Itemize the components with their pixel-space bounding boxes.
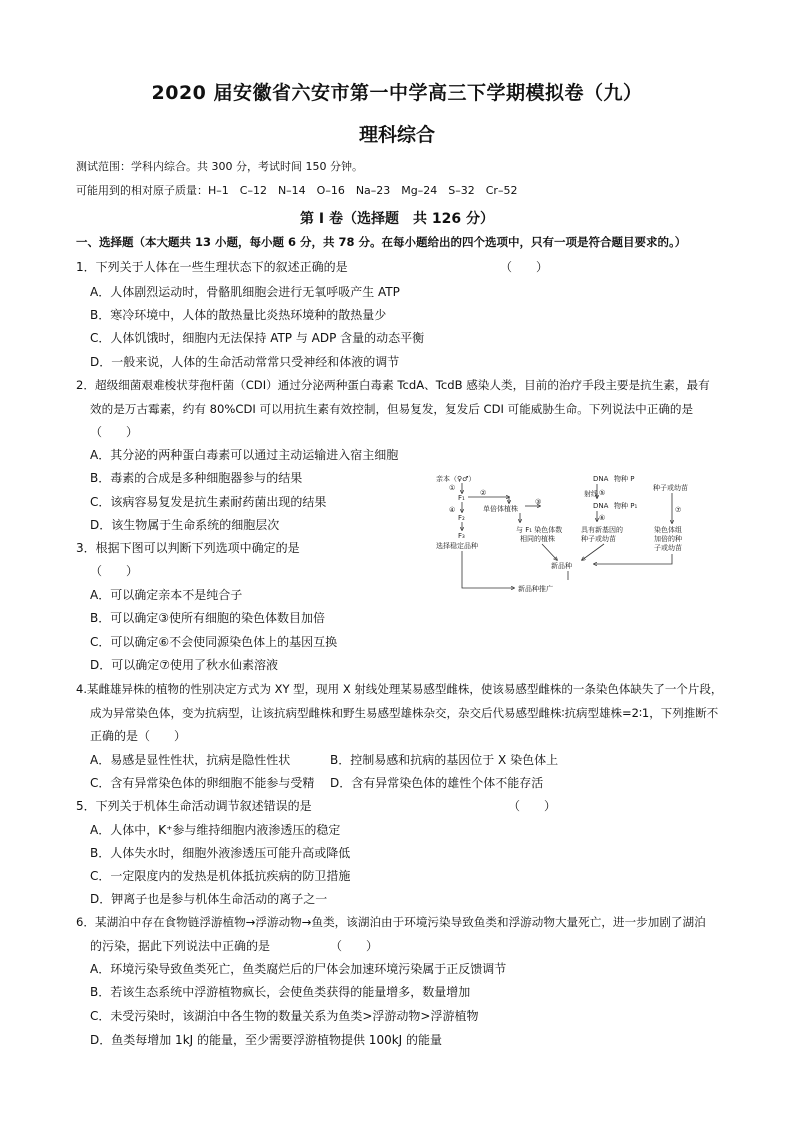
same-chrom-line2: 相同的植株 [520,535,555,543]
exam-title: 2020 届安徽省六安市第一中学高三下学期模拟卷（九） [151,82,643,104]
q3-option-a: A．可以确定亲本不是纯合子 [90,588,243,602]
q6-stem-line1: 6．某湖泊中存在食物链浮游植物→浮游动物→鱼类，该湖泊由于环境污染导致鱼类和浮游动物大量死亡，进一步加剧了湖泊 [76,915,706,929]
select-stable-label: 选择稳定品种 [436,542,478,550]
q2-answer-paren: （ ） [90,425,139,439]
q5-option-d: D．钾离子也是参与机体生命活动的离子之一 [90,892,328,906]
q2-stem-line2: 效的是万古霉素，约有 80%CDI 可以用抗生素有效控制，但易复发，复发后 CDI 可能威胁生命。下列说法中正确的是 [90,402,694,416]
ray-label: 射线 [584,490,598,498]
step-2-label: ② [480,489,487,497]
haploid-label: 单倍体植株 [483,505,518,513]
q6-answer-paren: （ ） [330,939,379,953]
dna-label-1: DNA [593,475,609,483]
q1-answer-paren: （ ） [500,260,549,274]
promote-label: 新品种推广 [518,585,553,593]
q4-option-b: B．控制易感和抗病的基因位于 X 染色体上 [330,753,559,767]
step-1-label: ① [449,484,456,492]
step-6-label: ⑥ [599,514,606,522]
q6-option-b: B．若该生态系统中浮游植物疯长，会使鱼类获得的能量增多，数量增加 [90,985,471,999]
q6-option-a: A．环境污染导致鱼类死亡，鱼类腐烂后的尸体会加速环境污染属于正反馈调节 [90,962,507,976]
q2-option-a: A．其分泌的两种蛋白毒素可以通过主动运输进入宿主细胞 [90,448,399,462]
q4-stem-line2: 成为异常染色体，变为抗病型，让该抗病型雌株和野生易感型雄株杂交，杂交后代易感型雌株∶抗病型雄株=2∶1，下列推断不 [90,706,719,720]
new-gene-line1: 具有新基因的 [581,526,623,534]
q3-option-b: B．可以确定③使所有细胞的染色体数目加倍 [90,611,325,625]
q3-answer-paren: （ ） [90,564,139,578]
test-scope: 测试范围：学科内综合。共 300 分，考试时间 150 分钟。 [76,160,363,173]
q4-option-c: C．含有异常染色体的卵细胞不能参与受精 [90,776,315,790]
q2-option-d: D．该生物属于生命系统的细胞层次 [90,518,280,532]
new-variety-label: 新品种 [551,562,572,570]
seed-label: 种子或幼苗 [653,484,688,492]
doubled-line3: 子或幼苗 [654,544,682,552]
q5-option-b: B．人体失水时，细胞外液渗透压可能升高或降低 [90,846,351,860]
f3-label: F₃ [458,532,465,540]
q1-option-b: B．寒冷环境中，人体的散热量比炎热环境种的散热量少 [90,308,387,322]
q6-option-d: D．鱼类每增加 1kJ 的能量，至少需要浮游植物提供 100kJ 的能量 [90,1033,443,1047]
species-p-label: 物种 P [614,475,635,483]
same-chrom-line1: 与 F₁ 染色体数 [516,526,563,534]
step-7-label: ⑦ [675,506,682,514]
f1-label: F₁ [458,494,465,502]
q5-answer-paren: （ ） [508,799,557,813]
doubled-line2: 加倍的种 [654,535,682,543]
q4-option-d: D．含有异常染色体的雄性个体不能存活 [330,776,544,790]
q5-stem: 5．下列关于机体生命活动调节叙述错误的是 [76,799,312,813]
exam-subtitle: 理科综合 [358,124,435,146]
species-p1-label: 物种 P₁ [614,502,638,510]
step-4-label: ④ [449,506,456,514]
step-5-label: ⑤ [599,489,606,497]
q1-stem: 1．下列关于人体在一些生理状态下的叙述正确的是 [76,260,348,274]
new-gene-line2: 种子或幼苗 [581,535,616,543]
q1-option-c: C．人体饥饿时，细胞内无法保持 ATP 与 ADP 含量的动态平衡 [90,331,425,345]
parent-label: 亲本（♀♂） [436,475,476,483]
q3-option-c: C．可以确定⑥不会使同源染色体上的基因互换 [90,635,338,649]
atomic-masses: 可能用到的相对原子质量：H–1 C–12 N–14 O–16 Na–23 Mg–24 S–32 Cr–52 [76,184,518,197]
q6-option-c: C．未受污染时，该湖泊中各生物的数量关系为鱼类>浮游动物>浮游植物 [90,1009,479,1023]
section-title: 第 I 卷（选择题 共 126 分） [300,211,494,227]
q5-option-a: A．人体中，K⁺参与维持细胞内液渗透压的稳定 [90,823,341,837]
q2-stem-line1: 2．超级细菌艰难梭状芽孢杆菌（CDI）通过分泌两种蛋白毒素 TcdA、TcdB 感染人类，目前的治疗手段主要是抗生素，最有 [76,378,710,392]
q5-option-c: C．一定限度内的发热是机体抵抗疾病的防卫措施 [90,869,351,883]
q2-option-c: C．该病容易复发是抗生素耐药菌出现的结果 [90,495,327,509]
section-instructions: 一、选择题（本大题共 13 小题，每小题 6 分，共 78 分。在每小题给出的四个选项中，只有一项是符合题目要求的。） [76,235,687,249]
q1-option-d: D．一般来说，人体的生命活动常常只受神经和体液的调节 [90,355,400,369]
q2-option-b: B．毒素的合成是多种细胞器参与的结果 [90,471,303,485]
step-3-label: ③ [535,498,542,506]
q3-option-d: D．可以确定⑦使用了秋水仙素溶液 [90,658,278,672]
breeding-diagram [432,468,702,594]
doubled-line1: 染色体组 [654,526,682,534]
q6-stem-line2: 的污染，据此下列说法中正确的是 [90,939,271,953]
q3-stem: 3．根据下图可以判断下列选项中确定的是 [76,541,300,555]
dna-label-2: DNA [593,502,609,510]
q1-option-a: A．人体剧烈运动时，骨骼肌细胞会进行无氧呼吸产生 ATP [90,285,400,299]
q4-stem-line1: 4.某雌雄异株的植物的性别决定方式为 XY 型，现用 X 射线处理某易感型雌株，使该易感型雌株的一条染色体缺失了一个片段， [76,682,723,696]
q4-stem-line3: 正确的是（ ） [90,729,187,743]
q4-option-a: A．易感是显性性状，抗病是隐性性状 [90,753,291,767]
f2-label: F₂ [458,514,465,522]
